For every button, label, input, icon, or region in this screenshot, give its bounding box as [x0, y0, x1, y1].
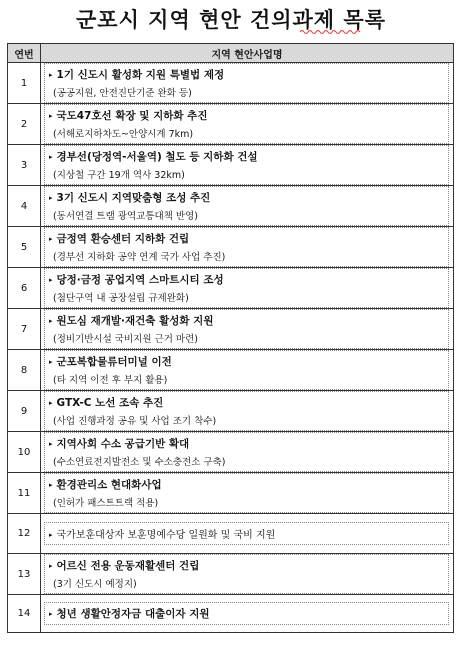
row-content	[41, 227, 454, 268]
item-detail: (지상철 구간 19개 역사 32km)	[53, 170, 185, 181]
item-box	[44, 602, 449, 625]
item-title	[49, 149, 444, 164]
row-number: 10	[8, 432, 41, 473]
bullet-triangle-icon: ▸	[49, 610, 53, 618]
table-row	[8, 63, 454, 104]
item-title-text: 어르신 전용 운동재활센터 건립	[56, 560, 200, 572]
item-title-text: 지역사회 수소 공급기반 확대	[56, 438, 190, 450]
item-title	[49, 190, 444, 205]
row-number: 12	[8, 514, 41, 554]
row-content	[41, 104, 454, 145]
item-title-text: GTX-C 노선 조속 추진	[56, 397, 164, 409]
table-row	[8, 145, 454, 186]
row-number: 3	[8, 145, 41, 186]
item-box	[44, 350, 449, 390]
item-box	[44, 554, 449, 594]
bullet-triangle-icon: ▸	[49, 194, 53, 202]
item-box	[44, 186, 449, 226]
table-row	[8, 227, 454, 268]
row-number: 8	[8, 350, 41, 391]
item-title	[49, 395, 444, 410]
item-detail: (경부선 지하화 공약 연계 국가 사업 추진)	[53, 252, 226, 263]
item-box	[44, 63, 449, 103]
item-box	[44, 145, 449, 185]
item-title-text: 당정·금정 공업지역 스마트시티 조성	[56, 274, 224, 286]
bullet-triangle-icon: ▸	[49, 235, 53, 243]
header-number: 연번	[8, 44, 41, 63]
bullet-triangle-icon: ▸	[49, 440, 53, 448]
bullet-triangle-icon: ▸	[49, 276, 53, 284]
item-title-text: 국가보훈대상자 보훈명예수당 일원화 및 국비 지원	[56, 530, 276, 541]
table-header-row	[8, 44, 454, 63]
item-title-text: 원도심 재개발·재건축 활성화 지원	[56, 315, 214, 327]
page-title: 군포시 지역 현안 건의과제 목록	[76, 8, 386, 32]
bullet-triangle-icon: ▸	[49, 562, 53, 570]
row-content	[41, 554, 454, 595]
row-content	[41, 309, 454, 350]
item-title	[49, 477, 444, 492]
item-title-text: 환경관리소 현대화사업	[56, 479, 162, 491]
bullet-triangle-icon: ▸	[49, 399, 53, 407]
item-detail: (타 지역 이전 후 부지 활용)	[53, 375, 168, 386]
header-project-name: 지역 현안사업명	[41, 44, 454, 63]
item-box	[44, 104, 449, 144]
item-title-text: 3기 신도시 지역맞춤형 조성 추진	[56, 192, 211, 204]
row-content	[41, 186, 454, 227]
spellcheck-underline	[300, 29, 362, 35]
row-content	[41, 350, 454, 391]
item-detail: (공공지원, 안전진단기준 완화 등)	[53, 88, 192, 99]
table-row	[8, 554, 454, 595]
item-box	[44, 227, 449, 267]
row-content	[41, 391, 454, 432]
bullet-triangle-icon: ▸	[49, 112, 53, 120]
item-detail: (동서연결 트램 광역교통대책 반영)	[53, 211, 198, 222]
table-row	[8, 391, 454, 432]
row-content	[41, 473, 454, 514]
table-row	[8, 514, 454, 554]
row-content	[41, 145, 454, 186]
item-detail: (3기 신도시 예정지)	[53, 579, 137, 590]
row-number: 6	[8, 268, 41, 309]
item-title	[49, 272, 444, 287]
row-number: 1	[8, 63, 41, 104]
item-box	[44, 432, 449, 472]
row-number: 11	[8, 473, 41, 514]
item-detail: (서해로지하차도~안양시계 7km)	[53, 129, 194, 140]
item-title-text: 군포복합물류터미널 이전	[56, 356, 172, 368]
item-title	[49, 354, 444, 369]
item-detail: (수소연료전지발전소 및 수소충전소 구축)	[53, 457, 226, 468]
table-row	[8, 268, 454, 309]
bullet-triangle-icon: ▸	[49, 153, 53, 161]
item-box	[44, 522, 449, 545]
item-detail: (첨단구역 내 공장설립 규제완화)	[53, 293, 189, 304]
item-title-text: 1기 신도시 활성화 지원 특별법 제정	[56, 69, 225, 81]
bullet-triangle-icon: ▸	[49, 481, 53, 489]
table-body	[8, 63, 454, 633]
table-row	[8, 186, 454, 227]
item-detail: (사업 진행과정 공유 및 사업 조기 착수)	[53, 416, 217, 427]
row-content	[41, 432, 454, 473]
table-row	[8, 104, 454, 145]
row-number: 5	[8, 227, 41, 268]
item-box	[44, 309, 449, 349]
item-title-text: 국도47호선 확장 및 지하화 추진	[56, 110, 208, 122]
item-detail: (인허가 패스트트랙 적용)	[53, 498, 159, 509]
project-table	[7, 43, 454, 633]
row-number: 4	[8, 186, 41, 227]
table-row	[8, 432, 454, 473]
table-row	[8, 350, 454, 391]
item-title	[49, 67, 444, 82]
row-number: 9	[8, 391, 41, 432]
item-box	[44, 473, 449, 513]
item-title	[49, 436, 444, 451]
item-title	[49, 526, 444, 541]
item-box	[44, 268, 449, 308]
item-title	[49, 313, 444, 328]
row-number: 14	[8, 595, 41, 633]
row-number: 7	[8, 309, 41, 350]
item-title-text: 금정역 환승센터 지하화 건립	[56, 233, 190, 245]
table-row	[8, 309, 454, 350]
row-content	[41, 514, 454, 554]
row-content	[41, 63, 454, 104]
row-content	[41, 595, 454, 633]
table-row	[8, 595, 454, 633]
row-content	[41, 268, 454, 309]
item-box	[44, 391, 449, 431]
item-title	[49, 231, 444, 246]
item-detail: (정비기반시설 국비지원 근거 마련)	[53, 334, 198, 345]
row-number: 2	[8, 104, 41, 145]
row-number: 13	[8, 554, 41, 595]
item-title	[49, 108, 444, 123]
item-title-text: 경부선(당정역-서울역) 철도 등 지하화 건설	[56, 151, 258, 163]
table-row	[8, 473, 454, 514]
item-title-text: 청년 생활안정자금 대출이자 지원	[56, 608, 210, 620]
bullet-triangle-icon: ▸	[49, 71, 53, 79]
bullet-triangle-icon: ▸	[49, 317, 53, 325]
bullet-triangle-icon: ▸	[49, 531, 53, 539]
item-title	[49, 558, 444, 573]
bullet-triangle-icon: ▸	[49, 358, 53, 366]
item-title	[49, 606, 444, 621]
